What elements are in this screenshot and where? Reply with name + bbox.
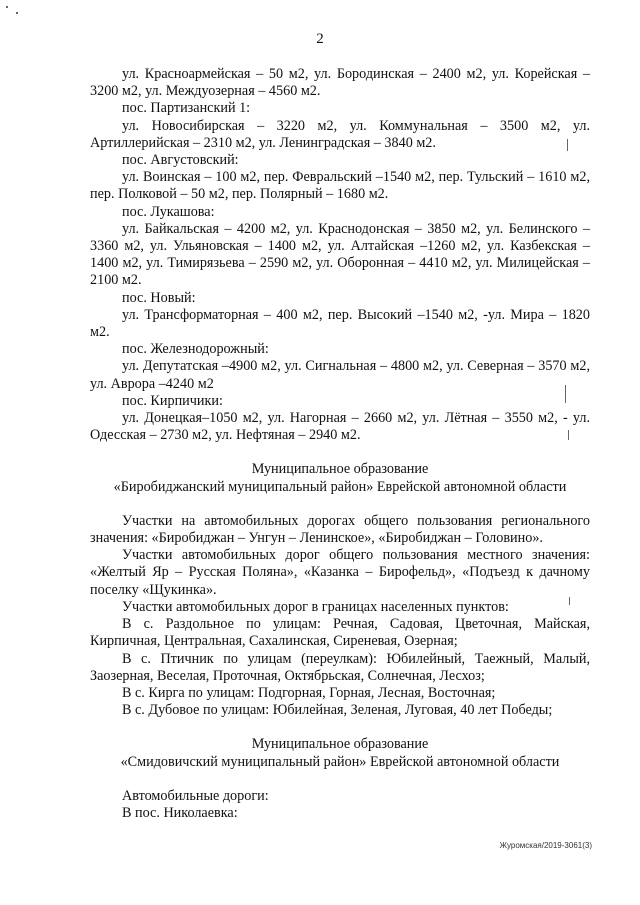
street-list-paragraph: ул. Байкальская – 4200 м2, ул. Краснодонская – 3850 м2, ул. Белинского – 3360 м2, ул. Ульяновская – 1400 м2, ул. Алтайская –1260 м2, ул. Казбекская – 1400 м2, ул. Тимирязьева – 2590 м2, ул. Оборонная – 4410 м2, ул. Милицейская – 2100 м2. xyxy=(90,220,590,289)
section-subtitle: «Смидовичский муниципальный район» Еврейской автономной области xyxy=(120,753,560,770)
street-list-paragraph: ул. Донецкая–1050 м2, ул. Нагорная – 2660 м2, ул. Лётная – 3550 м2, - ул. Одесская – 2730 м2, ул. Нефтяная – 2940 м2. xyxy=(90,410,590,444)
scan-speck xyxy=(569,597,570,605)
section-title: Муниципальное образование xyxy=(251,736,429,753)
section-subtitle: «Биробиджанский муниципальный район» Еврейской автономной области xyxy=(113,478,567,495)
section-spacer xyxy=(90,771,590,788)
road-paragraph: Автомобильные дороги: xyxy=(122,787,269,804)
page-number: 2 xyxy=(316,31,324,47)
section-spacer xyxy=(90,496,590,513)
settlement-heading: пос. Новый: xyxy=(122,289,196,306)
document-footer-code: Журомская/2019-3061(3) xyxy=(499,841,592,850)
road-paragraph: В с. Дубовое по улицам: Юбилейная, Зеленая, Луговая, 40 лет Победы; xyxy=(122,702,553,719)
street-list-paragraph: ул. Депутатская –4900 м2, ул. Сигнальная – 4800 м2, ул. Северная – 3570 м2, ул. Аврора –4240 м2 xyxy=(90,358,590,392)
street-list-paragraph: ул. Красноармейская – 50 м2, ул. Бородинская – 2400 м2, ул. Корейская – 3200 м2, ул. Междуозерная – 4560 м2. xyxy=(90,66,590,100)
settlement-heading: пос. Железнодорожный: xyxy=(122,341,269,358)
document-body xyxy=(90,66,590,822)
road-paragraph: В с. Кирга по улицам: Подгорная, Горная, Лесная, Восточная; xyxy=(122,684,496,701)
street-list-paragraph: ул. Воинская – 100 м2, пер. Февральский –1540 м2, пер. Тульский – 1610 м2, пер. Полковой – 50 м2, пер. Полярный – 1680 м2. xyxy=(90,169,590,203)
scan-speck xyxy=(565,385,566,403)
street-list-paragraph: ул. Трансформаторная – 400 м2, пер. Высокий –1540 м2, -ул. Мира – 1820 м2. xyxy=(90,306,590,341)
road-paragraph: В пос. Николаевка: xyxy=(122,804,238,821)
settlement-heading: пос. Кирпичики: xyxy=(122,392,223,409)
scan-speck xyxy=(568,430,569,440)
scan-speck xyxy=(16,12,18,14)
settlement-heading: пос. Партизанский 1: xyxy=(122,100,251,117)
section-title: Муниципальное образование xyxy=(251,461,429,478)
settlement-heading: пос. Августовский: xyxy=(122,152,239,169)
road-paragraph: Участки автомобильных дорог общего пользования местного значения: «Желтый Яр – Русская Поляна», «Казанка – Бирофельд», «Подъезд к дачному поселку «Щукинка». xyxy=(90,547,590,598)
scan-speck xyxy=(567,139,568,151)
scan-speck xyxy=(6,6,8,8)
street-list-paragraph: ул. Новосибирская – 3220 м2, ул. Коммунальная – 3500 м2, ул. Артиллерийская – 2310 м2, ул. Ленинградская – 3840 м2. xyxy=(90,117,590,151)
road-paragraph: В с. Раздольное по улицам: Речная, Садовая, Цветочная, Майская, Кирпичная, Центральная, Сахалинская, Сиреневая, Озерная; xyxy=(90,616,590,650)
road-paragraph: Участки автомобильных дорог в границах населенных пунктов: xyxy=(122,598,509,615)
settlement-heading: пос. Лукашова: xyxy=(122,203,215,220)
road-paragraph: Участки на автомобильных дорогах общего пользования регионального значения: «Биробиджан – Унгун – Ленинское», «Биробиджан – Головино». xyxy=(90,512,590,547)
section-spacer xyxy=(90,719,590,736)
road-paragraph: В с. Птичник по улицам (переулкам): Юбилейный, Таежный, Малый, Заозерная, Веселая, Проточная, Октябрьская, Солнечная, Лесхоз; xyxy=(90,650,590,684)
section-spacer xyxy=(90,444,590,461)
